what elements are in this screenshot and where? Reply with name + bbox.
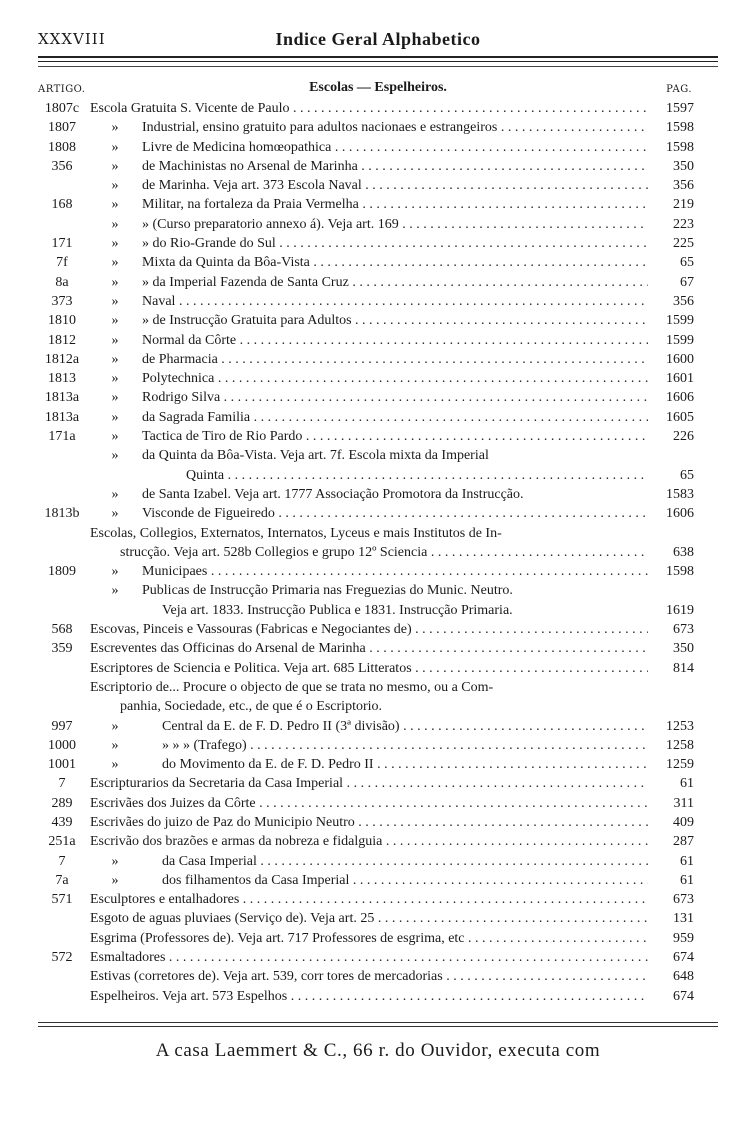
index-entry bbox=[38, 157, 718, 176]
index-entry bbox=[38, 99, 718, 118]
entry-text: Industrial, ensino gratuito para adultos nacionaes e estrangeiros . . . bbox=[142, 118, 648, 137]
index-entry bbox=[38, 292, 718, 311]
page-number-roman: XXXVIII bbox=[38, 30, 106, 48]
entry-text: Livre de Medicina homœopathica . . . bbox=[142, 138, 648, 157]
index-entry bbox=[38, 717, 718, 736]
entry-page-number: 1258 bbox=[666, 737, 694, 753]
index-entry bbox=[38, 601, 718, 620]
column-heading-artigo: ARTIGO. bbox=[38, 84, 86, 95]
entry-artigo: 571 bbox=[51, 892, 73, 908]
index-entry bbox=[38, 253, 718, 272]
entry-page-number: 61 bbox=[680, 776, 694, 792]
page-title: Indice Geral Alphabetico bbox=[275, 29, 481, 49]
entry-text: dos filhamentos da Casa Imperial . . . bbox=[162, 871, 648, 890]
entry-page-number: 1598 bbox=[666, 139, 694, 155]
header-rule-thin-lower bbox=[38, 66, 718, 67]
entry-ditto-mark: » bbox=[111, 409, 119, 425]
entry-ditto-mark: » bbox=[111, 371, 119, 387]
entry-artigo: 1807 bbox=[48, 120, 76, 136]
entry-ditto-mark: » bbox=[111, 737, 119, 753]
entry-page-number: 1597 bbox=[666, 101, 694, 116]
entry-text: de Marinha. Veja art. 373 Escola Naval . . . bbox=[142, 176, 648, 195]
entry-text: Esculptores e entalhadores . . . bbox=[90, 890, 648, 909]
entry-text: Escola Gratuita S. Vicente de Paulo . . . bbox=[90, 99, 648, 118]
entry-text: Mixta da Quinta da Bôa-Vista . . . bbox=[142, 253, 648, 272]
entry-page-number: 674 bbox=[673, 988, 694, 1004]
entry-text: Militar, na fortaleza da Praia Vermelha . . . bbox=[142, 195, 648, 214]
entry-artigo: 1813a bbox=[44, 390, 80, 406]
entry-page-number: 131 bbox=[673, 911, 694, 927]
entry-artigo: 1001 bbox=[48, 757, 76, 773]
entry-page-number: 61 bbox=[680, 872, 694, 888]
entry-page-number: 219 bbox=[673, 197, 694, 213]
index-entry bbox=[38, 215, 718, 234]
entry-page-number: 287 bbox=[673, 834, 694, 850]
entry-page-number: 65 bbox=[680, 255, 694, 271]
index-entry bbox=[38, 273, 718, 292]
entry-page-number: 673 bbox=[673, 622, 694, 638]
index-entry bbox=[38, 138, 718, 157]
entry-text: de Machinistas no Arsenal de Marinha . . . bbox=[142, 157, 648, 176]
entry-artigo: 568 bbox=[51, 622, 73, 638]
entry-text: da Quinta da Bôa-Vista. Veja art. 7f. Escola mixta da Imperial bbox=[142, 448, 489, 464]
entry-page-number: 223 bbox=[673, 216, 694, 232]
index-entry bbox=[38, 581, 718, 600]
index-entry bbox=[38, 678, 718, 697]
entry-artigo: 1813a bbox=[44, 409, 80, 425]
entry-text: Central da E. de F. D. Pedro II (3ª divisão) . . . bbox=[162, 717, 648, 736]
index-entry bbox=[38, 794, 718, 813]
entry-artigo: 1000 bbox=[48, 737, 76, 753]
entry-text: Estivas (corretores de). Veja art. 539, corr tores de mercadorias . . . bbox=[90, 967, 648, 986]
entry-ditto-mark: » bbox=[111, 158, 119, 174]
entry-ditto-mark: » bbox=[111, 564, 119, 580]
index-entry bbox=[38, 948, 718, 967]
entry-text: Escriptorio de... Procure o objecto de que se trata no mesmo, ou a Com- bbox=[90, 679, 494, 695]
entry-page-number: 648 bbox=[673, 969, 694, 985]
entry-artigo: 7 bbox=[58, 853, 66, 869]
entry-text: Tactica de Tiro de Rio Pardo . . . bbox=[142, 427, 648, 446]
entry-page-number: 1253 bbox=[666, 718, 694, 734]
entry-page-number: 409 bbox=[673, 814, 694, 830]
entry-ditto-mark: » bbox=[111, 853, 119, 869]
index-entry bbox=[38, 755, 718, 774]
index-entry bbox=[38, 909, 718, 928]
entry-text: de Santa Izabel. Veja art. 1777 Associação Promotora da Instrucção. bbox=[142, 486, 524, 502]
running-head bbox=[38, 30, 718, 52]
entry-text: Publicas de Instrucção Primaria nas Freguezias do Munic. Neutro. bbox=[142, 583, 513, 599]
entry-artigo: 289 bbox=[51, 795, 73, 811]
entry-text: do Movimento da E. de F. D. Pedro II . . . bbox=[162, 755, 648, 774]
entry-text: da Sagrada Familia . . . bbox=[142, 408, 648, 427]
entry-ditto-mark: » bbox=[111, 583, 119, 599]
entry-artigo: 439 bbox=[51, 814, 73, 830]
entry-text: Escrivão dos brazões e armas da nobreza e fidalguia . . . bbox=[90, 832, 648, 851]
index-entry bbox=[38, 620, 718, 639]
entry-page-number: 1605 bbox=[666, 409, 694, 425]
entry-text: Rodrigo Silva . . . bbox=[142, 388, 648, 407]
entry-page-number: 1598 bbox=[666, 120, 694, 136]
entry-ditto-mark: » bbox=[111, 293, 119, 309]
entry-artigo: 1810 bbox=[48, 313, 76, 329]
entry-ditto-mark: » bbox=[111, 872, 119, 888]
index-entry bbox=[38, 871, 718, 890]
entry-text: Naval . . . bbox=[142, 292, 648, 311]
entry-text: » da Imperial Fazenda de Santa Cruz . . . bbox=[142, 273, 648, 292]
entry-page-number: 225 bbox=[673, 236, 694, 252]
entry-artigo: 8a bbox=[55, 274, 69, 290]
entry-ditto-mark: » bbox=[111, 390, 119, 406]
index-entry bbox=[38, 388, 718, 407]
entry-text: Escrivães dos Juizes da Côrte . . . bbox=[90, 794, 648, 813]
entry-artigo: 168 bbox=[51, 197, 73, 213]
section-heading: Escolas — Espelheiros. bbox=[309, 80, 447, 95]
entry-page-number: 1599 bbox=[666, 313, 694, 329]
entry-text: » do Rio-Grande do Sul . . . bbox=[142, 234, 648, 253]
index-entries bbox=[38, 99, 718, 1006]
index-entry bbox=[38, 987, 718, 1006]
entry-text: Esgrima (Professores de). Veja art. 717 Professores de esgrima, etc . . . bbox=[90, 929, 648, 948]
entry-text: » » » (Trafego) . . . bbox=[162, 736, 648, 755]
entry-page-number: 673 bbox=[673, 892, 694, 908]
entry-artigo: 1812 bbox=[48, 332, 76, 348]
footer-rule-upper bbox=[38, 1022, 718, 1023]
entry-artigo: 171a bbox=[48, 429, 76, 445]
index-entry bbox=[38, 832, 718, 851]
header-rule-thin bbox=[38, 61, 718, 62]
entry-text: Visconde de Figueiredo . . . bbox=[142, 504, 648, 523]
entry-artigo: 7f bbox=[56, 255, 68, 271]
index-entry bbox=[38, 929, 718, 948]
advertisement-footer: A casa Laemmert & C., 66 r. do Ouvidor, executa com bbox=[155, 1040, 601, 1061]
index-entry bbox=[38, 408, 718, 427]
entry-page-number: 638 bbox=[673, 544, 694, 560]
entry-text: Escolas, Collegios, Externatos, Internatos, Lyceus e mais Institutos de In- bbox=[90, 525, 502, 541]
index-entry bbox=[38, 311, 718, 330]
entry-artigo: 1813 bbox=[48, 371, 76, 387]
column-heading-pag: PAG. bbox=[666, 84, 692, 95]
entry-text: da Casa Imperial . . . bbox=[162, 852, 648, 871]
entry-text: Escrivães do juizo de Paz do Municipio Neutro . . . bbox=[90, 813, 648, 832]
index-entry bbox=[38, 736, 718, 755]
index-entry bbox=[38, 369, 718, 388]
entry-artigo: 1809 bbox=[48, 564, 76, 580]
entry-artigo: 373 bbox=[51, 293, 73, 309]
entry-page-number: 356 bbox=[673, 293, 694, 309]
entry-text: Espelheiros. Veja art. 573 Espelhos . . . bbox=[90, 987, 648, 1006]
entry-ditto-mark: » bbox=[111, 429, 119, 445]
entry-ditto-mark: » bbox=[111, 178, 119, 194]
entry-artigo: 572 bbox=[51, 950, 73, 966]
entry-text: Esmaltadores . . . bbox=[90, 948, 648, 967]
entry-ditto-mark: » bbox=[111, 448, 119, 464]
entry-ditto-mark: » bbox=[111, 351, 119, 367]
index-entry bbox=[38, 890, 718, 909]
entry-ditto-mark: » bbox=[111, 255, 119, 271]
entry-page-number: 1599 bbox=[666, 332, 694, 348]
entry-text: Veja art. 1833. Instrucção Publica e 1831. Instrucção Primaria. bbox=[162, 602, 513, 618]
entry-text: Escreventes das Officinas do Arsenal de Marinha . . . bbox=[90, 639, 648, 658]
index-entry bbox=[38, 543, 718, 562]
header-rule-thick bbox=[38, 56, 718, 58]
entry-page-number: 1583 bbox=[666, 486, 694, 502]
index-entry bbox=[38, 524, 718, 543]
entry-page-number: 61 bbox=[680, 853, 694, 869]
entry-text: Quinta . . . bbox=[186, 466, 648, 485]
entry-artigo: 7 bbox=[58, 776, 66, 792]
entry-artigo: 997 bbox=[51, 718, 73, 734]
index-entry bbox=[38, 485, 718, 504]
index-entry bbox=[38, 774, 718, 793]
entry-page-number: 1598 bbox=[666, 564, 694, 580]
index-entry bbox=[38, 466, 718, 485]
entry-page-number: 959 bbox=[673, 930, 694, 946]
index-entry bbox=[38, 234, 718, 253]
index-entry bbox=[38, 446, 718, 465]
entry-text: Escriptores de Sciencia e Politica. Veja art. 685 Litteratos . . . bbox=[90, 659, 648, 678]
index-entry bbox=[38, 852, 718, 871]
entry-artigo: 171 bbox=[51, 236, 73, 252]
index-entry bbox=[38, 659, 718, 678]
entry-text: » de Instrucção Gratuita para Adultos . . . bbox=[142, 311, 648, 330]
index-entry bbox=[38, 504, 718, 523]
entry-page-number: 226 bbox=[673, 429, 694, 445]
index-entry bbox=[38, 813, 718, 832]
entry-ditto-mark: » bbox=[111, 313, 119, 329]
index-entry bbox=[38, 639, 718, 658]
entry-ditto-mark: » bbox=[111, 332, 119, 348]
footer-rule-lower bbox=[38, 1026, 718, 1027]
entry-ditto-mark: » bbox=[111, 120, 119, 136]
entry-ditto-mark: » bbox=[111, 506, 119, 522]
entry-artigo: 1807c bbox=[44, 101, 80, 116]
entry-ditto-mark: » bbox=[111, 757, 119, 773]
entry-artigo: 359 bbox=[51, 641, 73, 657]
index-entry bbox=[38, 562, 718, 581]
entry-page-number: 1601 bbox=[666, 371, 694, 387]
entry-page-number: 814 bbox=[673, 660, 694, 676]
entry-page-number: 1600 bbox=[666, 351, 694, 367]
entry-text: Esgoto de aguas pluviaes (Serviço de). Veja art. 25 . . . bbox=[90, 909, 648, 928]
entry-artigo: 1812a bbox=[44, 351, 80, 367]
entry-text: Normal da Côrte . . . bbox=[142, 331, 648, 350]
entry-page-number: 1606 bbox=[666, 390, 694, 406]
entry-text: Escripturarios da Secretaria da Casa Imperial . . . bbox=[90, 774, 648, 793]
entry-artigo: 356 bbox=[51, 158, 73, 174]
index-entry bbox=[38, 331, 718, 350]
index-entry bbox=[38, 697, 718, 716]
entry-ditto-mark: » bbox=[111, 197, 119, 213]
entry-page-number: 350 bbox=[673, 158, 694, 174]
entry-text: Municipaes . . . bbox=[142, 562, 648, 581]
entry-page-number: 674 bbox=[673, 950, 694, 966]
entry-page-number: 311 bbox=[673, 795, 694, 811]
entry-ditto-mark: » bbox=[111, 216, 119, 232]
entry-artigo: 251a bbox=[48, 834, 76, 850]
index-entry bbox=[38, 118, 718, 137]
entry-ditto-mark: » bbox=[111, 236, 119, 252]
entry-artigo: 1808 bbox=[48, 139, 76, 155]
entry-text: » (Curso preparatorio annexo á). Veja art. 169 . . . bbox=[142, 215, 648, 234]
index-entry bbox=[38, 427, 718, 446]
entry-page-number: 356 bbox=[673, 178, 694, 194]
entry-ditto-mark: » bbox=[111, 718, 119, 734]
entry-ditto-mark: » bbox=[111, 274, 119, 290]
entry-text: strucção. Veja art. 528b Collegios e grupo 12º Sciencia . . . bbox=[120, 543, 648, 562]
entry-page-number: 1606 bbox=[666, 506, 694, 522]
index-entry bbox=[38, 195, 718, 214]
entry-page-number: 65 bbox=[680, 467, 694, 483]
entry-text: de Pharmacia . . . bbox=[142, 350, 648, 369]
entry-artigo: 7a bbox=[55, 872, 69, 888]
entry-ditto-mark: » bbox=[111, 139, 119, 155]
entry-text: Polytechnica . . . bbox=[142, 369, 648, 388]
entry-text: Escovas, Pinceis e Vassouras (Fabricas e Negociantes de) . . . bbox=[90, 620, 648, 639]
entry-text: panhia, Sociedade, etc., de que é o Escriptorio. bbox=[120, 699, 383, 715]
column-headings bbox=[38, 80, 718, 98]
entry-page-number: 1619 bbox=[666, 602, 694, 618]
entry-ditto-mark: » bbox=[111, 486, 119, 502]
index-entry bbox=[38, 350, 718, 369]
entry-page-number: 1259 bbox=[666, 757, 694, 773]
entry-artigo: 1813b bbox=[44, 506, 80, 522]
index-entry bbox=[38, 967, 718, 986]
entry-page-number: 67 bbox=[680, 274, 694, 290]
entry-page-number: 350 bbox=[673, 641, 694, 657]
index-entry bbox=[38, 176, 718, 195]
